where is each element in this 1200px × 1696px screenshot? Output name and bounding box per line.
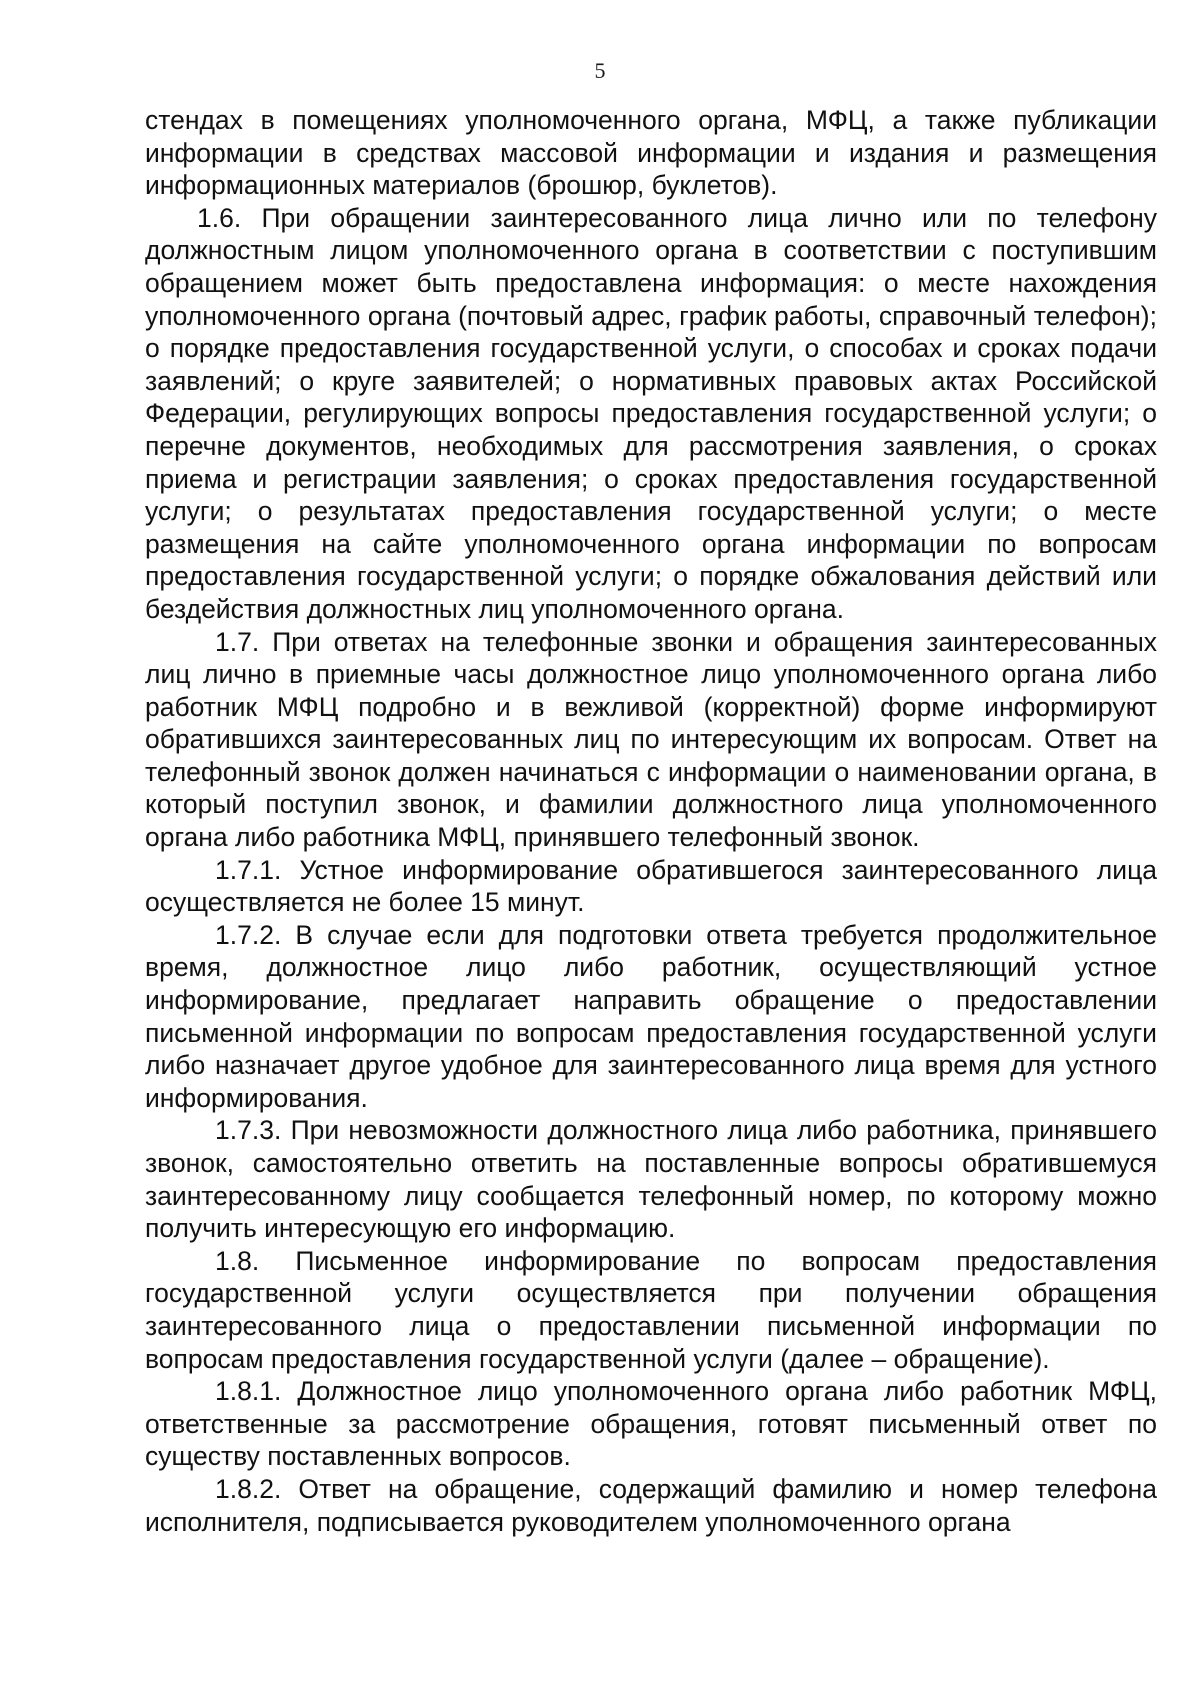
- paragraph-1-8-1: 1.8.1. Должностное лицо уполномоченного органа либо работник МФЦ, ответственные за рассмотрение обращения, готовят письменный ответ по существу поставленных вопросов.: [145, 1376, 1157, 1472]
- document-body: [145, 104, 1157, 1538]
- paragraph-1-7-1: 1.7.1. Устное информирование обратившегося заинтересованного лица осуществляется не более 15 минут.: [145, 854, 1157, 918]
- paragraph-continuation: стендах в помещениях уполномоченного органа, МФЦ, а также публикации информации в средствах массовой информации и издания и размещения информационных материалов (брошюр, буклетов).: [145, 105, 1157, 201]
- paragraph-1-7: 1.7. При ответах на телефонные звонки и обращения заинтересованных лиц лично в приемные часы должностное лицо уполномоченного органа либо работник МФЦ подробно и в вежливой (корректной) форме информируют обратившихся заинтересованных лиц по интересующим их вопросам. Ответ на телефонный звонок должен начинаться с информации о наименовании органа, в который поступил звонок, и фамилии должностного лица уполномоченного органа либо работника МФЦ, принявшего телефонный звонок.: [145, 626, 1157, 853]
- paragraph-1-8-2: 1.8.2. Ответ на обращение, содержащий фамилию и номер телефона исполнителя, подписывается руководителем уполномоченного органа: [145, 1473, 1157, 1537]
- paragraph-1-7-2: 1.7.2. В случае если для подготовки ответа требуется продолжительное время, должностное лицо либо работник, осуществляющий устное информирование, предлагает направить обращение о предоставлении письменной информации по вопросам предоставления государственной услуги либо назначает другое удобное для заинтересованного лица время для устного информирования.: [145, 919, 1157, 1113]
- paragraph-1-8: 1.8. Письменное информирование по вопросам предоставления государственной услуги осуществляется при получении обращения заинтересованного лица о предоставлении письменной информации по вопросам предоставления государственной услуги (далее – обращение).: [145, 1245, 1157, 1374]
- paragraph-1-7-3: 1.7.3. При невозможности должностного лица либо работника, принявшего звонок, самостоятельно ответить на поставленные вопросы обратившемуся заинтересованному лицу сообщается телефонный номер, по которому можно получить интересующую его информацию.: [145, 1115, 1157, 1244]
- paragraph-1-6: 1.6. При обращении заинтересованного лица лично или по телефону должностным лицом уполномоченного органа в соответствии с поступившим обращением может быть предоставлена информация: о месте нахождения уполномоченного органа (почтовый адрес, график работы, справочный телефон); о порядке предоставления государственной услуги, о способах и сроках подачи заявлений; о круге заявителей; о нормативных правовых актах Российской Федерации, регулирующих вопросы предоставления государственной услуги; о перечне документов, необходимых для рассмотрения заявления, о сроках приема и регистрации заявления; о сроках предоставления государственной услуги; о результатах предоставления государственной услуги; о месте размещения на сайте уполномоченного органа информации по вопросам предоставления государственной услуги; о порядке обжалования действий или бездействия должностных лиц уполномоченного органа.: [145, 202, 1157, 624]
- page-number: 5: [594, 58, 606, 83]
